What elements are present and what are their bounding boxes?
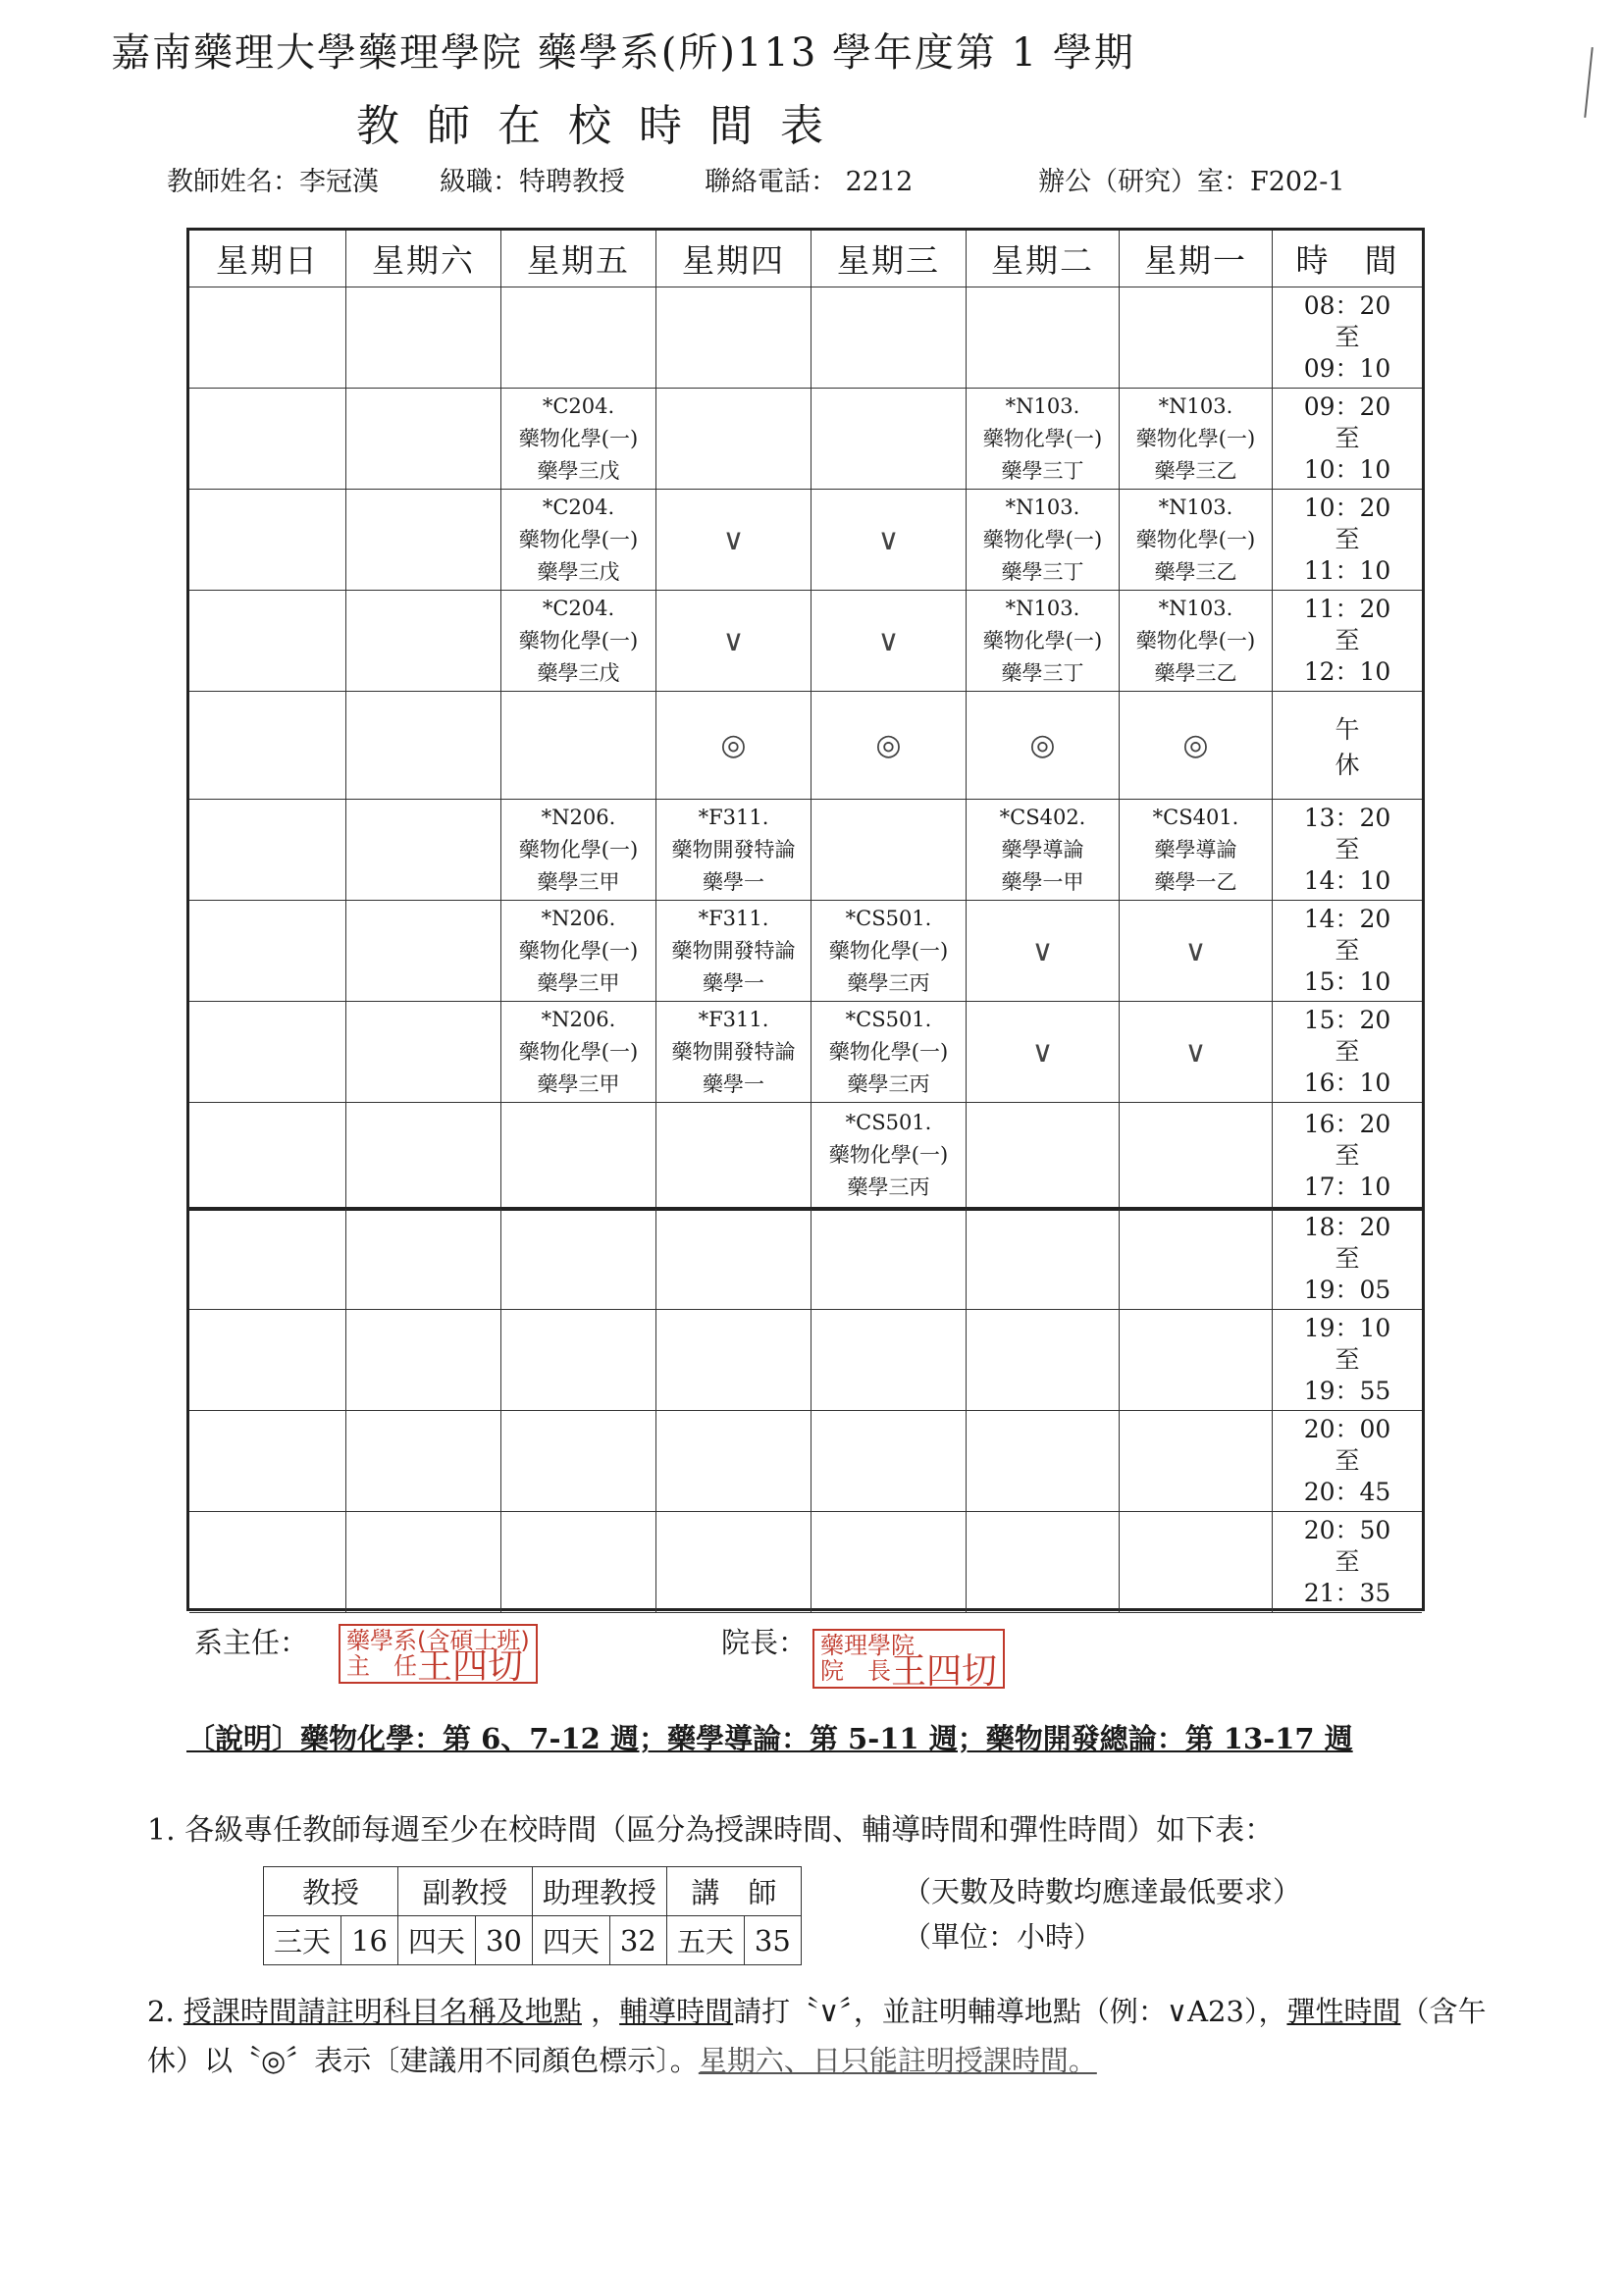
course-name: 藥物化學(一): [828, 1143, 949, 1167]
table-row: [189, 800, 1422, 901]
course-cell: [967, 591, 1120, 692]
empty-cell: [501, 287, 656, 389]
empty-cell: [189, 692, 346, 800]
course-room: *C204.: [542, 596, 615, 620]
empty-cell: [501, 692, 656, 800]
empty-cell: [1120, 1512, 1273, 1613]
time-cell: [1273, 692, 1422, 800]
course-class: 藥學三甲: [537, 1071, 620, 1096]
course-cell: [1120, 591, 1273, 692]
flexible-time-mark: [656, 692, 812, 800]
empty-cell: [189, 901, 346, 1002]
teacher-phone: 聯絡電話： 2212: [705, 167, 914, 197]
time-end: 19：05: [1303, 1276, 1391, 1304]
instruction-item-2: [147, 1987, 1521, 2085]
course-room: *N103.: [1005, 495, 1080, 519]
schedule-table: [186, 228, 1425, 1611]
course-name: 藥物化學(一): [982, 527, 1103, 551]
time-start: 09：20: [1303, 392, 1391, 421]
chair-label: 系主任：: [194, 1626, 309, 1659]
empty-cell: [967, 1411, 1120, 1512]
time-start: 20：50: [1303, 1516, 1391, 1544]
dean-stamp-role: 院 長: [820, 1657, 891, 1685]
course-cell: [501, 1002, 656, 1103]
table-row: [189, 287, 1422, 389]
course-name: 藥物化學(一): [982, 628, 1103, 652]
chair-stamp-role: 主 任: [346, 1652, 417, 1680]
course-room: *N103.: [1005, 393, 1080, 418]
course-class: 藥學三戊: [537, 458, 620, 483]
counseling-time-mark: [656, 490, 812, 591]
time-end: 19：55: [1303, 1377, 1391, 1405]
course-room: *N206.: [541, 906, 616, 930]
course-name: 藥物化學(一): [828, 938, 949, 963]
check-v-icon: ∨: [1031, 1034, 1054, 1070]
dean-stamp-name: 王四切: [891, 1651, 998, 1692]
column-header: 星期三: [812, 231, 967, 287]
course-name: 藥物化學(一): [518, 527, 639, 551]
empty-cell: [967, 1209, 1120, 1310]
empty-cell: [346, 1002, 501, 1103]
time-to: 至: [1335, 936, 1360, 965]
course-class: 藥學三乙: [1154, 559, 1237, 584]
course-class: 藥學三戊: [537, 559, 620, 584]
empty-cell: [189, 1209, 346, 1310]
time-start: 10：20: [1303, 494, 1391, 522]
time-start: 16：20: [1303, 1109, 1391, 1138]
req-header: 講 師: [666, 1867, 801, 1916]
chair-stamp: [339, 1624, 538, 1687]
double-circle-icon: ◎: [875, 728, 902, 762]
empty-cell: [346, 1310, 501, 1411]
empty-cell: [967, 287, 1120, 389]
course-name: 藥物化學(一): [1135, 527, 1256, 551]
empty-cell: [1120, 287, 1273, 389]
teacher-name: 教師姓名：李冠漢: [167, 167, 379, 197]
column-header: 星期四: [656, 231, 812, 287]
course-room: *CS402.: [999, 805, 1086, 829]
counseling-time-mark: [1120, 1002, 1273, 1103]
course-name: 藥物化學(一): [982, 426, 1103, 450]
empty-cell: [501, 1209, 656, 1310]
req-days: 四天: [532, 1916, 609, 1965]
course-room: *CS501.: [845, 906, 932, 930]
course-name: 藥學導論: [1154, 837, 1237, 861]
course-cell: [656, 1002, 812, 1103]
course-cell: [812, 1002, 967, 1103]
empty-cell: [812, 1411, 967, 1512]
counseling-time-mark: [812, 591, 967, 692]
dean-label: 院長：: [721, 1626, 808, 1659]
req-header: 助理教授: [532, 1867, 666, 1916]
course-cell: [501, 591, 656, 692]
course-class: 藥學三甲: [537, 869, 620, 894]
time-end: 10：10: [1303, 455, 1391, 484]
double-circle-icon: ◎: [720, 728, 747, 762]
empty-cell: [1120, 1103, 1273, 1209]
empty-cell: [656, 1512, 812, 1613]
empty-cell: [967, 1310, 1120, 1411]
empty-cell: [501, 1512, 656, 1613]
time-to: 至: [1335, 1037, 1360, 1066]
counseling-time-mark: [967, 1002, 1120, 1103]
time-to: 至: [1335, 323, 1360, 351]
req-hours: 30: [475, 1916, 532, 1965]
empty-cell: [189, 287, 346, 389]
course-class: 藥學三乙: [1154, 660, 1237, 685]
course-name: 藥物化學(一): [1135, 628, 1256, 652]
column-header: 星期日: [189, 231, 346, 287]
dean-stamp-top: 藥理學院: [820, 1632, 915, 1659]
time-start: 18：20: [1303, 1213, 1391, 1241]
req-hours: 35: [744, 1916, 801, 1965]
time-end: 12：10: [1303, 657, 1391, 686]
item2-flexible-time: 彈性時間: [1286, 1995, 1401, 2028]
empty-cell: [967, 1512, 1120, 1613]
time-to: 至: [1335, 626, 1360, 654]
req-hours: 32: [609, 1916, 666, 1965]
empty-cell: [189, 591, 346, 692]
time-to: 至: [1335, 1547, 1360, 1576]
req-header: 教授: [264, 1867, 398, 1916]
course-cell: [967, 800, 1120, 901]
empty-cell: [346, 692, 501, 800]
empty-cell: [1120, 1209, 1273, 1310]
lunch-label: 午休: [1335, 714, 1399, 779]
empty-cell: [501, 1411, 656, 1512]
course-room: *F311.: [698, 805, 769, 829]
time-to: 至: [1335, 1244, 1360, 1273]
flexible-time-mark: [967, 692, 1120, 800]
course-room: *C204.: [542, 495, 615, 519]
requirement-table: [263, 1866, 802, 1965]
time-start: 19：10: [1303, 1314, 1391, 1342]
course-room: *N206.: [541, 805, 616, 829]
instruction-item-1: 1. 各級專任教師每週至少在校時間（區分為授課時間、輔導時間和彈性時間）如下表：: [147, 1813, 1275, 1848]
counseling-time-mark: [967, 901, 1120, 1002]
time-end: 17：10: [1303, 1172, 1391, 1201]
empty-cell: [346, 389, 501, 490]
empty-cell: [189, 490, 346, 591]
course-name: 藥物化學(一): [518, 938, 639, 963]
column-header: 時 間: [1273, 231, 1422, 287]
course-name: 藥物開發特論: [671, 938, 796, 963]
course-room: *C204.: [542, 393, 615, 418]
teacher-office: 辦公（研究）室：F202-1: [1038, 167, 1345, 197]
empty-cell: [812, 1512, 967, 1613]
time-to: 至: [1335, 1446, 1360, 1475]
empty-cell: [189, 1411, 346, 1512]
course-cell: [1120, 389, 1273, 490]
time-cell: [1273, 591, 1422, 692]
empty-cell: [812, 800, 967, 901]
empty-cell: [656, 389, 812, 490]
course-room: *N103.: [1158, 596, 1233, 620]
item2-counseling-time: 輔導時間: [619, 1995, 734, 2028]
table-row: [189, 1512, 1422, 1613]
empty-cell: [346, 1209, 501, 1310]
course-room: *N103.: [1158, 393, 1233, 418]
item2-flexible-desc: （含午休）以〝◎〞表示〔建議用不同顏色標示〕。: [147, 1995, 1487, 2077]
empty-cell: [346, 490, 501, 591]
course-name: 藥物化學(一): [518, 628, 639, 652]
course-class: 藥學三甲: [537, 970, 620, 995]
table-row: [189, 1002, 1422, 1103]
empty-cell: [812, 287, 967, 389]
counseling-time-mark: [812, 490, 967, 591]
course-cell: [501, 389, 656, 490]
check-v-icon: ∨: [722, 522, 745, 557]
empty-cell: [656, 1411, 812, 1512]
course-cell: [812, 901, 967, 1002]
table-row: [189, 1103, 1422, 1209]
counseling-time-mark: [1120, 901, 1273, 1002]
empty-cell: [346, 901, 501, 1002]
course-cell: [656, 800, 812, 901]
course-cell: [967, 389, 1120, 490]
empty-cell: [656, 1103, 812, 1209]
table-row: [189, 1411, 1422, 1512]
course-name: 藥物化學(一): [518, 426, 639, 450]
empty-cell: [189, 1512, 346, 1613]
course-name: 藥學導論: [1001, 837, 1084, 861]
table-row: [189, 1209, 1422, 1310]
table-row: [189, 389, 1422, 490]
column-header: 星期六: [346, 231, 501, 287]
time-cell: [1273, 1512, 1422, 1613]
table-header-row: [189, 231, 1422, 287]
course-class: 藥學三丙: [847, 1071, 930, 1096]
time-to: 至: [1335, 1345, 1360, 1374]
course-class: 藥學三乙: [1154, 458, 1237, 483]
course-cell: [501, 800, 656, 901]
course-room: *F311.: [698, 906, 769, 930]
time-cell: [1273, 1209, 1422, 1310]
course-class: 藥學三丁: [1001, 559, 1084, 584]
time-cell: [1273, 1103, 1422, 1209]
course-cell: [501, 490, 656, 591]
course-cell: [656, 901, 812, 1002]
course-class: 藥學三丙: [847, 1175, 930, 1199]
time-to: 至: [1335, 1140, 1360, 1170]
double-circle-icon: ◎: [1182, 728, 1209, 762]
req-note-unit: （單位：小時）: [903, 1920, 1103, 1954]
req-days: 五天: [666, 1916, 744, 1965]
time-to: 至: [1335, 835, 1360, 863]
dean-stamp: [812, 1629, 1005, 1692]
empty-cell: [501, 1103, 656, 1209]
table-row: [189, 490, 1422, 591]
empty-cell: [812, 1310, 967, 1411]
course-name: 藥物開發特論: [671, 1039, 796, 1064]
empty-cell: [346, 800, 501, 901]
empty-cell: [189, 1002, 346, 1103]
course-name: 藥物化學(一): [518, 1039, 639, 1064]
course-name: 藥物化學(一): [828, 1039, 949, 1064]
time-start: 08：20: [1303, 291, 1391, 320]
course-class: 藥學三丁: [1001, 458, 1084, 483]
course-cell: [967, 490, 1120, 591]
item2-counseling-desc: 請打〝∨〞，並註明輔導地點（例：∨A23），: [733, 1995, 1287, 2028]
check-v-icon: ∨: [877, 522, 900, 557]
req-note-minimum: （天數及時數均應達最低要求）: [903, 1875, 1302, 1908]
document-subtitle: 教師在校時間表: [356, 101, 851, 151]
column-header: 星期一: [1120, 231, 1273, 287]
course-class: 藥學一: [703, 1071, 764, 1096]
empty-cell: [1120, 1411, 1273, 1512]
empty-cell: [812, 1209, 967, 1310]
course-cell: [1120, 490, 1273, 591]
time-end: 16：10: [1303, 1069, 1391, 1097]
item2-teaching-time: 授課時間請註明科目名稱及地點: [183, 1995, 582, 2028]
time-to: 至: [1335, 525, 1360, 553]
course-room: *N206.: [541, 1007, 616, 1031]
table-row: [189, 692, 1422, 800]
course-room: *CS501.: [845, 1007, 932, 1031]
empty-cell: [656, 1310, 812, 1411]
req-days: 四天: [397, 1916, 475, 1965]
teacher-info: [167, 160, 1442, 199]
time-start: 13：20: [1303, 804, 1391, 832]
item2-number: 2.: [147, 1995, 183, 2028]
empty-cell: [967, 1103, 1120, 1209]
time-start: 20：00: [1303, 1415, 1391, 1443]
time-cell: [1273, 490, 1422, 591]
empty-cell: [189, 1310, 346, 1411]
chair-stamp-name: 王四切: [417, 1646, 524, 1687]
empty-cell: [346, 1103, 501, 1209]
time-cell: [1273, 901, 1422, 1002]
flexible-time-mark: [1120, 692, 1273, 800]
empty-cell: [501, 1310, 656, 1411]
check-v-icon: ∨: [877, 623, 900, 658]
document-title: 嘉南藥理大學藥理學院 藥學系(所)113 學年度第 1 學期: [111, 30, 1135, 76]
course-class: 藥學三丙: [847, 970, 930, 995]
time-end: 14：10: [1303, 866, 1391, 895]
course-name: 藥物化學(一): [518, 837, 639, 861]
time-cell: [1273, 389, 1422, 490]
chair-stamp-top: 藥學系(含碩士班): [346, 1627, 530, 1654]
req-hours: 16: [341, 1916, 398, 1965]
course-cell: [501, 901, 656, 1002]
course-class: 藥學一甲: [1001, 869, 1084, 894]
time-start: 11：20: [1303, 595, 1391, 623]
teacher-rank: 級職：特聘教授: [440, 167, 625, 197]
course-cell: [1120, 800, 1273, 901]
time-end: 11：10: [1303, 556, 1391, 585]
time-start: 14：20: [1303, 905, 1391, 933]
course-room: *CS401.: [1152, 805, 1239, 829]
check-v-icon: ∨: [722, 623, 745, 658]
item2-weekend-note: 星期六、日只能註明授課時間。: [698, 2044, 1097, 2077]
course-room: *N103.: [1005, 596, 1080, 620]
empty-cell: [189, 1103, 346, 1209]
time-end: 20：45: [1303, 1478, 1391, 1506]
page-edge-mark: [1584, 47, 1594, 118]
course-name: 藥物化學(一): [1135, 426, 1256, 450]
empty-cell: [346, 287, 501, 389]
check-v-icon: ∨: [1184, 1034, 1207, 1070]
empty-cell: [346, 591, 501, 692]
req-days: 三天: [264, 1916, 341, 1965]
table-row: [189, 1310, 1422, 1411]
flexible-time-mark: [812, 692, 967, 800]
column-header: 星期五: [501, 231, 656, 287]
empty-cell: [656, 1209, 812, 1310]
empty-cell: [346, 1512, 501, 1613]
time-to: 至: [1335, 424, 1360, 452]
empty-cell: [812, 389, 967, 490]
time-end: 15：10: [1303, 967, 1391, 996]
course-class: 藥學一: [703, 970, 764, 995]
course-class: 藥學三戊: [537, 660, 620, 685]
counseling-time-mark: [656, 591, 812, 692]
table-row: [189, 591, 1422, 692]
time-cell: [1273, 800, 1422, 901]
empty-cell: [1120, 1310, 1273, 1411]
course-name: 藥物開發特論: [671, 837, 796, 861]
item2-sep: ，: [581, 1995, 620, 2028]
table-row: [189, 901, 1422, 1002]
empty-cell: [346, 1411, 501, 1512]
course-cell: [812, 1103, 967, 1209]
empty-cell: [656, 287, 812, 389]
req-header: 副教授: [397, 1867, 532, 1916]
time-start: 15：20: [1303, 1006, 1391, 1034]
empty-cell: [189, 389, 346, 490]
check-v-icon: ∨: [1031, 933, 1054, 968]
empty-cell: [189, 800, 346, 901]
time-end: 09：10: [1303, 354, 1391, 383]
course-class: 藥學一: [703, 869, 764, 894]
check-v-icon: ∨: [1184, 933, 1207, 968]
time-cell: [1273, 1310, 1422, 1411]
column-header: 星期二: [967, 231, 1120, 287]
time-cell: [1273, 1002, 1422, 1103]
course-room: *F311.: [698, 1007, 769, 1031]
course-room: *CS501.: [845, 1111, 932, 1134]
time-end: 21：35: [1303, 1579, 1391, 1607]
time-cell: [1273, 1411, 1422, 1512]
time-cell: [1273, 287, 1422, 389]
course-class: 藥學三丁: [1001, 660, 1084, 685]
course-class: 藥學一乙: [1154, 869, 1237, 894]
explanation-note: 〔說明〕藥物化學：第 6、7-12 週；藥學導論：第 5-11 週；藥物開發總論：第 13-17 週: [186, 1722, 1353, 1755]
double-circle-icon: ◎: [1029, 728, 1056, 762]
course-room: *N103.: [1158, 495, 1233, 519]
